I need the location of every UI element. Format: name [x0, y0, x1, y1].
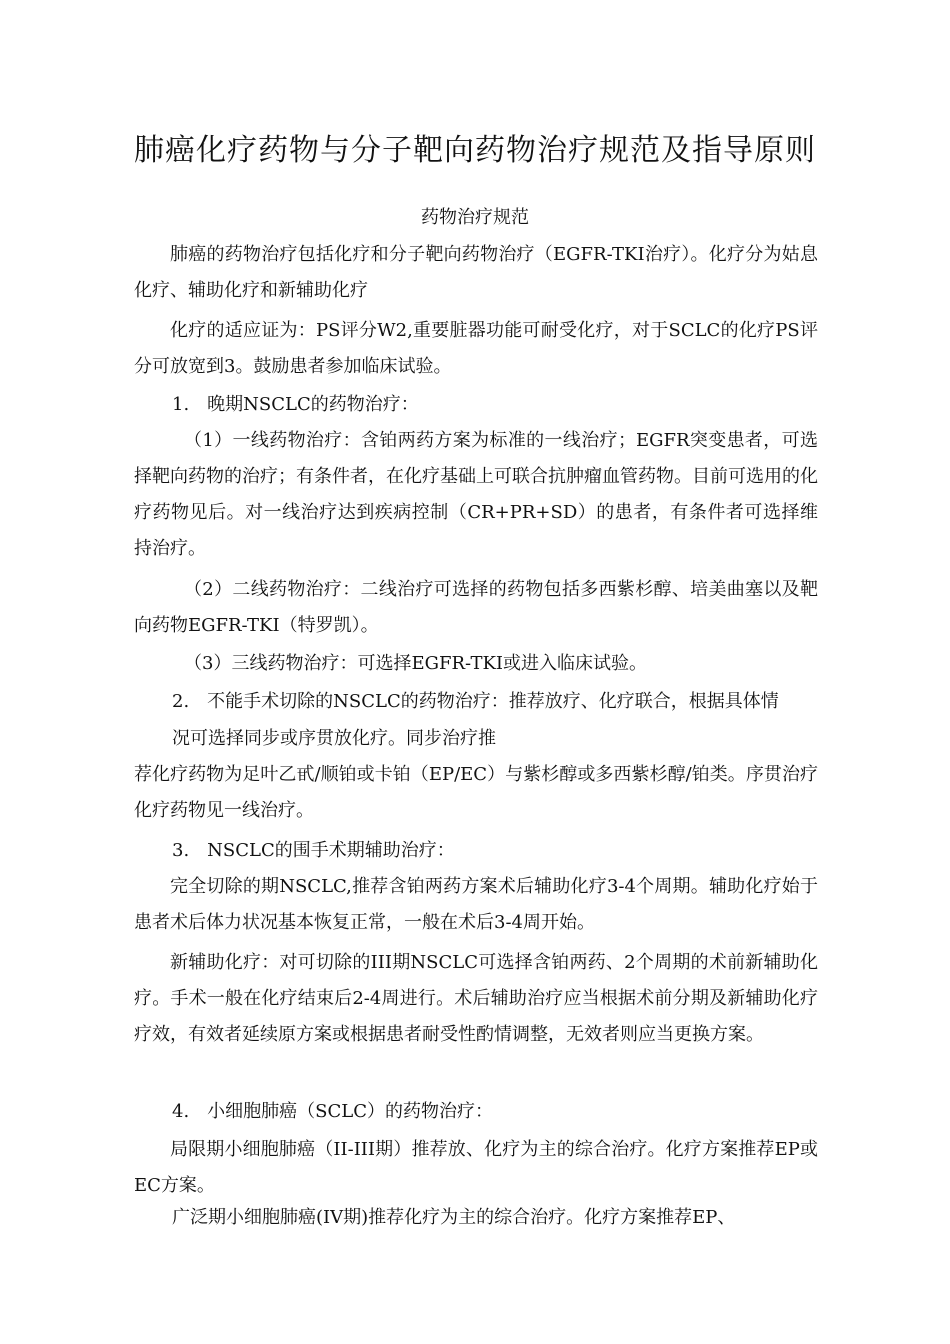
paragraph-indications: 化疗的适应证为：PS评分W2,重要脏器功能可耐受化疗，对于SCLC的化疗PS评分可放宽到3。鼓励患者参加临床试验。: [134, 320, 818, 377]
paragraph-first-line: （1）一线药物治疗：含铂两药方案为标准的一线治疗；EGFR突变患者，可选择靶向药物的治疗；有条件者，在化疗基础上可联合抗肿瘤血管药物。目前可选用的化疗药物见后。对一线治疗达到疾病控制（CR+PR+SD）的患者，有条件者可选择维持治疗。: [134, 430, 818, 559]
document-title: 肺癌化疗药物与分子靶向药物治疗规范及指导原则: [134, 133, 816, 168]
paragraph-unresectable-cont: 况可选择同步或序贯放化疗。同步治疗推: [172, 728, 496, 749]
paragraph-adjuvant: 完全切除的期NSCLC,推荐含铂两药方案术后辅助化疗3-4个周期。辅助化疗始于患者术后体力状况基本恢复正常，一般在术后3-4周开始。: [134, 876, 818, 933]
section-heading: 药物治疗规范: [421, 207, 529, 228]
paragraph-intro: 肺癌的药物治疗包括化疗和分子靶向药物治疗（EGFR-TKI治疗）。化疗分为姑息化疗、辅助化疗和新辅助化疗: [134, 244, 818, 301]
heading-sclc: 4. 小细胞肺癌（SCLC）的药物治疗：: [172, 1101, 494, 1122]
heading-advanced-nsclc: 1. 晚期NSCLC的药物治疗：: [172, 394, 419, 415]
paragraph-third-line: （3）三线药物治疗：可选择EGFR-TKI或进入临床试验。: [184, 653, 648, 674]
paragraph-neoadjuvant: 新辅助化疗：对可切除的III期NSCLC可选择含铂两药、2个周期的术前新辅助化疗。手术一般在化疗结束后2-4周进行。术后辅助治疗应当根据术前分期及新辅助化疗疗效，有效者延续原方案或根据患者耐受性酌情调整，无效者则应当更换方案。: [134, 952, 818, 1045]
paragraph-unresectable-drugs: 荐化疗药物为足叶乙甙/顺铂或卡铂（EP/EC）与紫杉醇或多西紫杉醇/铂类。序贯治疗化疗药物见一线治疗。: [134, 764, 818, 821]
heading-perioperative: 3. NSCLC的围手术期辅助治疗：: [172, 840, 455, 861]
paragraph-second-line: （2）二线药物治疗：二线治疗可选择的药物包括多西紫杉醇、培美曲塞以及靶向药物EGFR-TKI（特罗凯）。: [134, 579, 818, 636]
paragraph-limited-sclc: 局限期小细胞肺癌（II-III期）推荐放、化疗为主的综合治疗。化疗方案推荐EP或EC方案。: [134, 1139, 818, 1196]
paragraph-extensive-sclc: 广泛期小细胞肺癌(IV期)推荐化疗为主的综合治疗。化疗方案推荐EP、: [172, 1207, 736, 1228]
heading-unresectable-nsclc: 2. 不能手术切除的NSCLC的药物治疗：推荐放疗、化疗联合，根据具体情: [172, 691, 779, 712]
